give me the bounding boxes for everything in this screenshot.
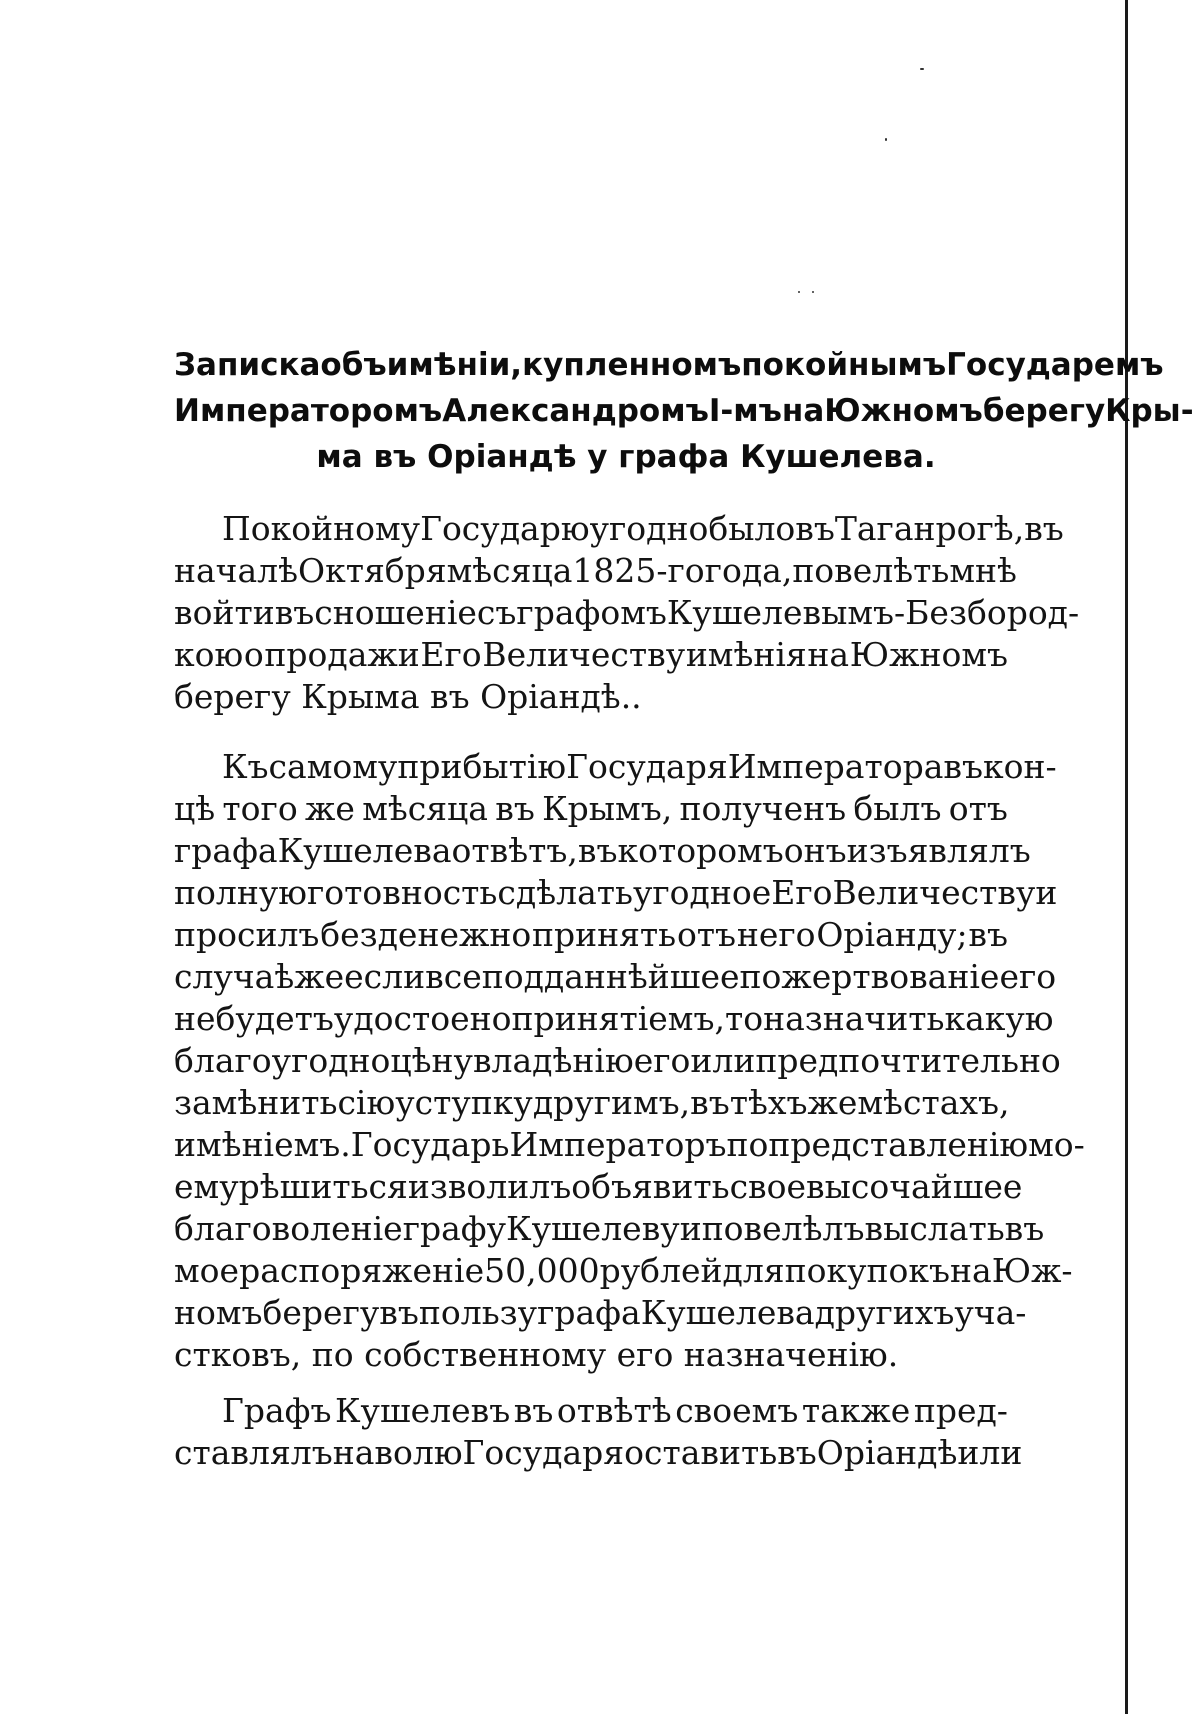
text-line bbox=[174, 872, 1058, 914]
title-word: I-мъ bbox=[708, 393, 782, 429]
text-word: въ bbox=[943, 747, 983, 786]
paragraph-1 bbox=[174, 508, 1080, 718]
text-word: готовность bbox=[306, 873, 498, 912]
text-line bbox=[174, 1250, 1073, 1292]
text-word: случаѣ bbox=[174, 957, 295, 996]
text-word: въ bbox=[379, 1293, 419, 1332]
text-word: же bbox=[305, 789, 355, 828]
text-word: въ bbox=[495, 789, 535, 828]
text-word: графа bbox=[537, 1293, 641, 1332]
text-word: Къ bbox=[222, 747, 269, 786]
text-word: пожертвованіе bbox=[739, 957, 1000, 996]
text-word: Крымъ, bbox=[542, 789, 673, 828]
text-word: если bbox=[344, 957, 426, 996]
text-word: въ bbox=[690, 1083, 730, 1122]
text-word: въ bbox=[1004, 1209, 1045, 1248]
text-word: продажи bbox=[264, 635, 420, 674]
text-word: всеподданнѣйшее bbox=[425, 957, 740, 996]
text-line bbox=[174, 1292, 1027, 1334]
text-word: Оріандѣ bbox=[816, 1433, 958, 1472]
text-word: графу bbox=[402, 1209, 507, 1248]
text-word: было bbox=[708, 509, 796, 548]
text-line bbox=[174, 1390, 1008, 1432]
text-word: выслать bbox=[864, 1209, 1005, 1248]
scan-speck bbox=[885, 138, 887, 141]
text-line bbox=[174, 1166, 1023, 1208]
text-word: назначить bbox=[763, 999, 945, 1038]
text-word: Величеству bbox=[832, 873, 1036, 912]
text-word: оставить bbox=[624, 1433, 778, 1472]
text-word: также bbox=[801, 1391, 911, 1430]
text-word: или bbox=[957, 1433, 1023, 1472]
text-word: прибытію bbox=[397, 747, 567, 786]
text-word: для bbox=[722, 1251, 785, 1290]
text-line bbox=[174, 592, 1080, 634]
text-word: своемъ bbox=[675, 1391, 799, 1430]
title-word: Императоромъ bbox=[174, 393, 443, 429]
title-line bbox=[174, 342, 1164, 388]
text-word: съ bbox=[476, 593, 517, 632]
text-word: его bbox=[633, 1041, 691, 1080]
text-word: кою bbox=[174, 635, 244, 674]
text-word: берегу bbox=[262, 1293, 380, 1332]
text-word: въ bbox=[795, 509, 835, 548]
text-word: рѣшиться bbox=[238, 1167, 408, 1206]
text-word: Его bbox=[771, 873, 833, 912]
text-word: какую bbox=[944, 999, 1054, 1038]
text-word: принятіемъ, bbox=[511, 999, 725, 1038]
title-word: Записка bbox=[174, 347, 321, 383]
title-line: ма въ Оріандѣ у графа Кушелева. bbox=[316, 439, 936, 475]
text-word: его bbox=[999, 957, 1057, 996]
title-word: Государемъ bbox=[946, 347, 1164, 383]
text-line bbox=[174, 788, 1008, 830]
text-word: предпочтительно bbox=[755, 1041, 1061, 1080]
paragraph-2 bbox=[174, 746, 1085, 1376]
text-word: отъ bbox=[676, 915, 737, 954]
text-word: кон- bbox=[982, 747, 1057, 786]
text-word: повелѣлъ bbox=[701, 1209, 865, 1248]
text-word: Юж- bbox=[991, 1251, 1073, 1290]
text-word: сдѣлать bbox=[497, 873, 633, 912]
text-word: не bbox=[174, 999, 216, 1038]
text-word: Таганрогѣ, bbox=[834, 509, 1025, 548]
scan-speck bbox=[920, 68, 924, 70]
text-line bbox=[174, 998, 1054, 1040]
paragraph-3 bbox=[174, 1390, 1023, 1474]
document-title bbox=[174, 342, 1194, 480]
text-word: представленію bbox=[768, 1125, 1029, 1164]
text-word: полученъ bbox=[679, 789, 847, 828]
title-word: имѣніи, bbox=[386, 347, 523, 383]
text-word: въ bbox=[513, 1391, 554, 1430]
text-word: ему bbox=[174, 1167, 239, 1206]
title-word: покойнымъ bbox=[741, 347, 947, 383]
text-word: мо- bbox=[1028, 1125, 1085, 1164]
text-word: графа bbox=[174, 831, 278, 870]
text-word: угодное bbox=[632, 873, 772, 912]
text-word: цѣ bbox=[174, 789, 216, 828]
text-line bbox=[174, 746, 1057, 788]
text-word: волю bbox=[374, 1433, 463, 1472]
text-word: мѣсяца bbox=[446, 551, 573, 590]
text-word: принять bbox=[532, 915, 677, 954]
text-word: рублей bbox=[599, 1251, 723, 1290]
text-word: угодно bbox=[589, 509, 709, 548]
text-line bbox=[174, 914, 1008, 956]
text-word: въ bbox=[777, 1433, 817, 1472]
text-word: мнѣ bbox=[949, 551, 1017, 590]
text-word: на bbox=[332, 1433, 375, 1472]
text-line bbox=[174, 1040, 1061, 1082]
text-word: цѣну bbox=[390, 1041, 473, 1080]
text-word: о bbox=[243, 635, 264, 674]
text-line bbox=[174, 508, 1064, 550]
text-word: сію bbox=[337, 1083, 396, 1122]
text-word: сношеніе bbox=[314, 593, 477, 632]
text-word: Величеству bbox=[482, 635, 686, 674]
text-line bbox=[174, 956, 1057, 998]
text-word: Оріанду; bbox=[816, 915, 968, 954]
text-word: графомъ bbox=[516, 593, 667, 632]
text-word: пользу bbox=[418, 1293, 538, 1332]
text-word: благоугодно bbox=[174, 1041, 391, 1080]
text-word: имѣнія bbox=[685, 635, 807, 674]
text-word: началѣ bbox=[174, 551, 299, 590]
text-word: Государя bbox=[566, 747, 728, 786]
scan-speck bbox=[798, 291, 800, 293]
text-line: стковъ, по собственному его назначенію. bbox=[174, 1335, 899, 1374]
text-word: владѣнію bbox=[472, 1041, 634, 1080]
text-word: въ bbox=[1024, 509, 1064, 548]
text-word: то bbox=[724, 999, 764, 1038]
text-word: отвѣтѣ bbox=[556, 1391, 672, 1430]
text-line: берегу Крыма въ Оріандѣ.. bbox=[174, 677, 642, 716]
text-line bbox=[174, 1124, 1085, 1166]
text-word: Кушелевымъ-Безбород- bbox=[666, 593, 1080, 632]
text-word: просилъ bbox=[174, 915, 320, 954]
text-word: войти bbox=[174, 593, 275, 632]
text-word: изъявлялъ bbox=[846, 831, 1031, 870]
text-word: Государю bbox=[420, 509, 590, 548]
text-word: номъ bbox=[174, 1293, 263, 1332]
text-line bbox=[174, 550, 1017, 592]
text-word: или bbox=[690, 1041, 756, 1080]
text-word: безденежно bbox=[320, 915, 532, 954]
text-word: покупокъ bbox=[784, 1251, 951, 1290]
text-word: 1825-го bbox=[572, 551, 705, 590]
text-word: Кушелеву bbox=[506, 1209, 680, 1248]
title-word: берегу bbox=[982, 393, 1106, 429]
text-word: изволилъ bbox=[407, 1167, 572, 1206]
title-word: объ bbox=[320, 347, 387, 383]
text-word: повелѣть bbox=[792, 551, 950, 590]
text-word: ставлялъ bbox=[174, 1433, 333, 1472]
text-word: удостоено bbox=[333, 999, 512, 1038]
text-word: другимъ, bbox=[532, 1083, 691, 1122]
text-word: имѣніемъ. bbox=[174, 1125, 351, 1164]
text-word: распоряженіе bbox=[239, 1251, 485, 1290]
text-word: Государь bbox=[350, 1125, 510, 1164]
text-word: и bbox=[1035, 873, 1058, 912]
text-word: высочайшее bbox=[806, 1167, 1023, 1206]
title-word: Александромъ bbox=[442, 393, 709, 429]
text-line bbox=[174, 830, 1031, 872]
text-word: мѣстахъ, bbox=[857, 1083, 1010, 1122]
text-word: онъ bbox=[783, 831, 847, 870]
text-word: объявить bbox=[571, 1167, 730, 1206]
text-line bbox=[174, 1432, 1023, 1474]
title-line bbox=[174, 388, 1194, 434]
title-word: купленномъ bbox=[522, 347, 742, 383]
text-word: замѣнить bbox=[174, 1083, 338, 1122]
text-word: отвѣтъ, bbox=[451, 831, 578, 870]
text-word: 50,000 bbox=[484, 1251, 600, 1290]
text-line bbox=[174, 1082, 1008, 1124]
text-word: въ bbox=[968, 915, 1008, 954]
title-word: Южномъ bbox=[824, 393, 983, 429]
text-word: по bbox=[726, 1125, 769, 1164]
text-word: же bbox=[807, 1083, 858, 1122]
text-word: Кушелевъ bbox=[335, 1391, 511, 1430]
text-word: Государя bbox=[462, 1433, 625, 1472]
text-word: благоволеніе bbox=[174, 1209, 403, 1248]
text-word: былъ bbox=[853, 789, 942, 828]
text-word: мое bbox=[174, 1251, 240, 1290]
text-word: Императоръ bbox=[509, 1125, 727, 1164]
text-line bbox=[174, 634, 1008, 676]
text-word: которомъ bbox=[617, 831, 784, 870]
title-word: Кры- bbox=[1105, 393, 1194, 429]
text-word: отъ bbox=[948, 789, 1008, 828]
text-word: Южномъ bbox=[849, 635, 1008, 674]
text-word: Октября bbox=[298, 551, 447, 590]
text-word: тѣхъ bbox=[729, 1083, 808, 1122]
text-word: Императора bbox=[727, 747, 944, 786]
text-word: того bbox=[222, 789, 298, 828]
text-word: него bbox=[736, 915, 816, 954]
text-word: Его bbox=[420, 635, 482, 674]
text-word: будетъ bbox=[215, 999, 334, 1038]
text-word: самому bbox=[268, 747, 398, 786]
text-word: года, bbox=[704, 551, 793, 590]
text-line bbox=[174, 1208, 1045, 1250]
text-word: въ bbox=[274, 593, 315, 632]
text-word: полную bbox=[174, 873, 307, 912]
text-word: на bbox=[807, 635, 850, 674]
text-word: мѣсяца bbox=[362, 789, 488, 828]
text-word: другихъ bbox=[814, 1293, 955, 1332]
page-edge-line bbox=[1125, 0, 1128, 1714]
title-word: на bbox=[781, 393, 825, 429]
text-word: на bbox=[950, 1251, 992, 1290]
scan-speck bbox=[812, 291, 814, 293]
text-word: свое bbox=[729, 1167, 807, 1206]
text-word: въ bbox=[577, 831, 618, 870]
text-word: же bbox=[294, 957, 345, 996]
text-word: и bbox=[679, 1209, 702, 1248]
text-word: Графъ bbox=[222, 1391, 332, 1430]
text-word: Кушелева bbox=[277, 831, 452, 870]
text-word: Кушелева bbox=[640, 1293, 815, 1332]
text-word: уча- bbox=[954, 1293, 1027, 1332]
text-word: пред- bbox=[913, 1391, 1008, 1430]
text-word: Покойному bbox=[222, 509, 421, 548]
text-word: уступку bbox=[395, 1083, 533, 1122]
